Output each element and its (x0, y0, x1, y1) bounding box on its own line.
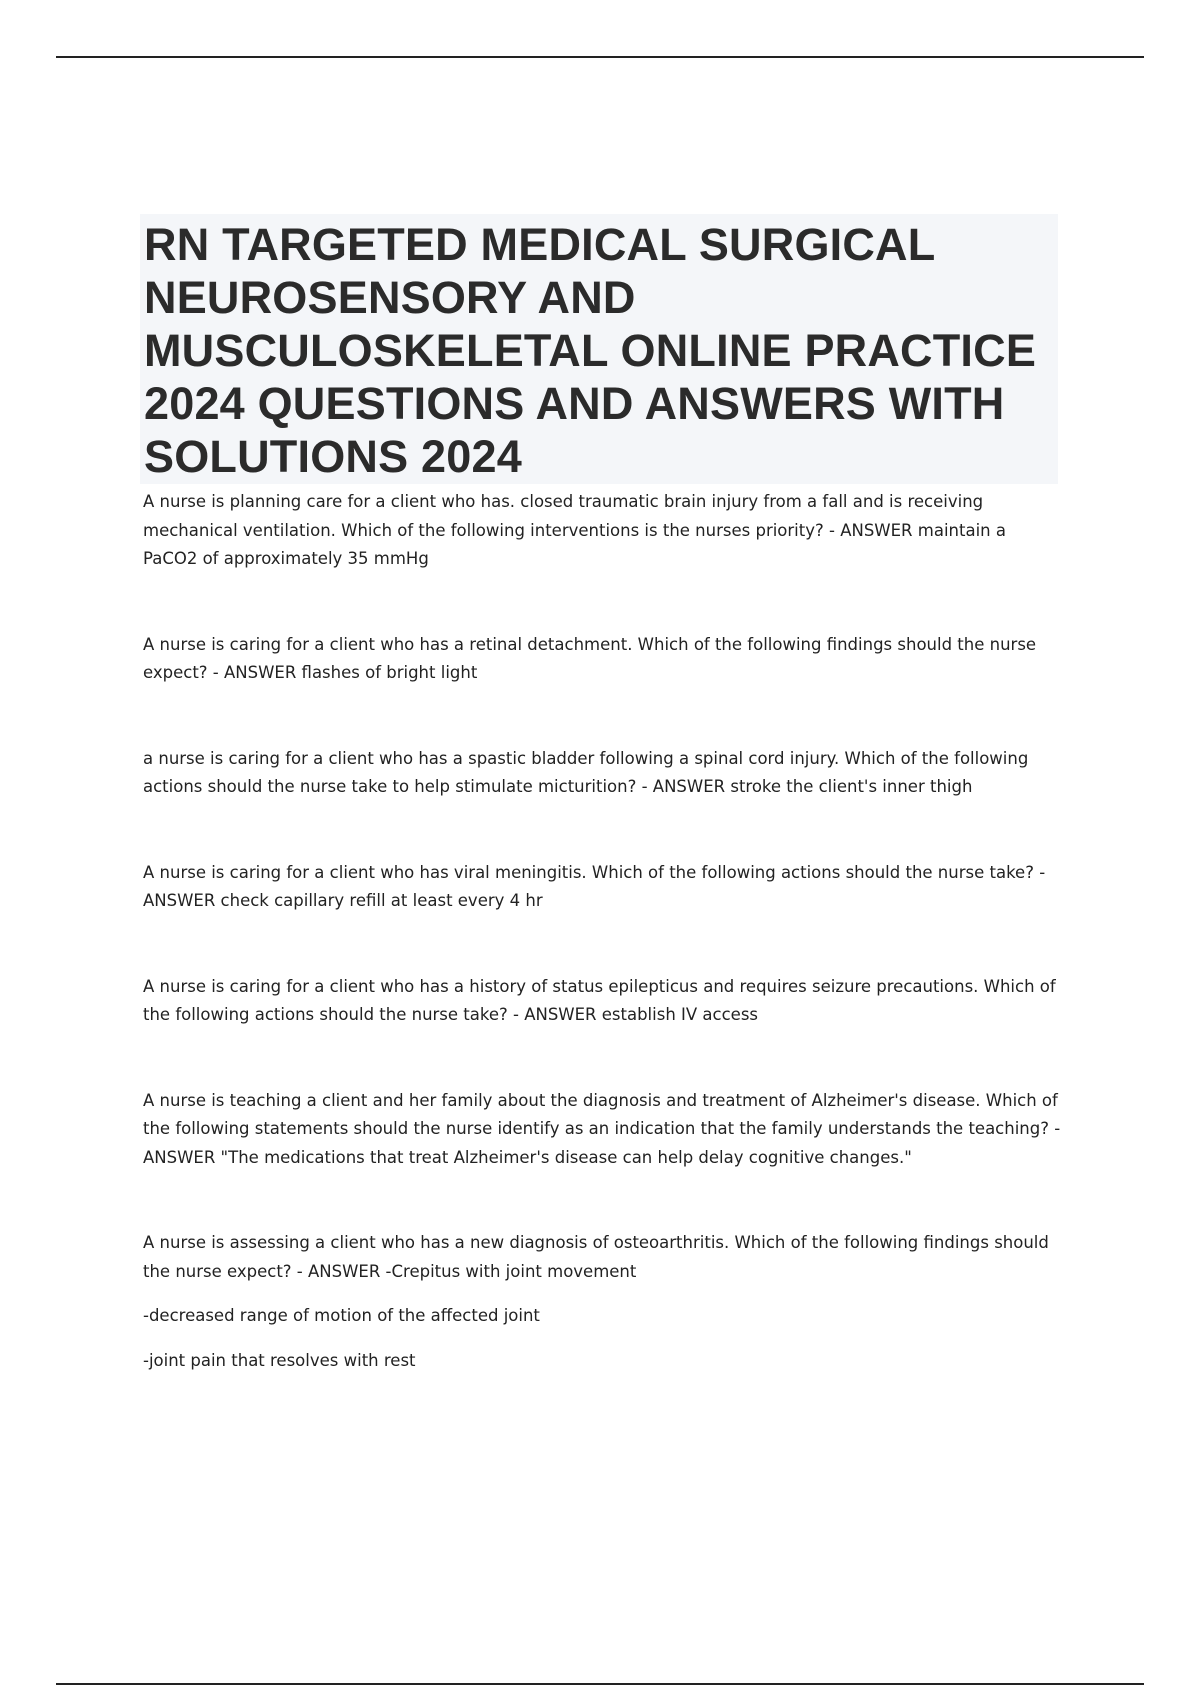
document-title: RN TARGETED MEDICAL SURGICAL NEUROSENSORY AND MUSCULOSKELETAL ONLINE PRACTICE 2024 QUESTIONS AND ANSWERS WITH SOLUTIONS 2024 (144, 219, 1037, 482)
qa-item (143, 488, 1063, 574)
qa-text: A nurse is planning care for a client who has. closed traumatic brain injury from a fall and is receiving mechanical ventilation. Which of the following interventions is the nurses priority? - ANSWER maintain a PaCO2 of approximately 35 mmHg (143, 492, 1006, 568)
qa-item (143, 631, 1063, 688)
qa-item (143, 1087, 1063, 1173)
qa-text: A nurse is assessing a client who has a new diagnosis of osteoarthritis. Which of the following findings should the nurse expect? - ANSWER -Crepitus with joint movement (143, 1233, 1049, 1281)
qa-item (143, 973, 1063, 1030)
qa-item (143, 1229, 1063, 1375)
qa-text: a nurse is caring for a client who has a spastic bladder following a spinal cord injury. Which of the following actions should the nurse take to help stimulate micturition? - ANSWER stroke the client's inner thigh (143, 748, 1029, 796)
qa-item (143, 859, 1063, 916)
answer-line: -joint pain that resolves with rest (143, 1350, 416, 1370)
answer-line: -decreased range of motion of the affected joint (143, 1306, 540, 1325)
qa-item (143, 745, 1063, 802)
qa-text: A nurse is caring for a client who has a history of status epilepticus and requires seizure precautions. Which of the following actions should the nurse take? - ANSWER establish IV access (143, 976, 1056, 1024)
qa-text: A nurse is caring for a client who has viral meningitis. Which of the following actions should the nurse take? - ANSWER check capillary refill at least every 4 hr (143, 862, 1046, 910)
qa-text: A nurse is caring for a client who has a retinal detachment. Which of the following findings should the nurse expect? - ANSWER flashes of bright light (143, 634, 1037, 682)
qa-text: A nurse is teaching a client and her family about the diagnosis and treatment of Alzheimer's disease. Which of the following statements should the nurse identify as an indication that the family understands the teaching? - ANSWER "The medications that treat Alzheimer's disease can help delay cognitive changes." (143, 1090, 1061, 1167)
bottom-rule (56, 1683, 1144, 1685)
top-rule (56, 56, 1144, 58)
title-block (140, 214, 1058, 484)
qa-list (143, 488, 1063, 1375)
